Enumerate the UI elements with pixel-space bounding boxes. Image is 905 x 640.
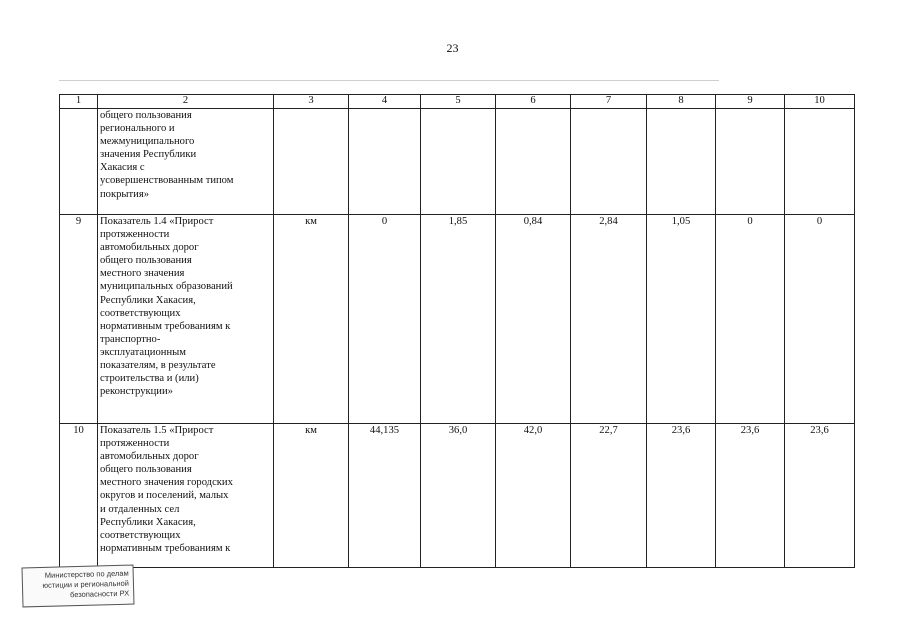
col-header-3: 3 bbox=[274, 95, 349, 109]
value-cell bbox=[496, 109, 571, 215]
indicator-name: Показатель 1.5 «Прирост протяженности автомобильных дорог общего пользования местного значения городских округов и поселений, малых и отдаленных сел Республики Хакасия, соответствующих нормативным требованиям к bbox=[98, 424, 274, 568]
value-cell: 42,0 bbox=[496, 424, 571, 568]
row-number: 10 bbox=[60, 424, 98, 568]
value-cell bbox=[785, 109, 855, 215]
value-cell: 0 bbox=[785, 215, 855, 424]
header-row bbox=[60, 95, 855, 109]
value-cell: 0 bbox=[349, 215, 421, 424]
value-cell: 0 bbox=[716, 215, 785, 424]
col-header-6: 6 bbox=[496, 95, 571, 109]
value-cell: 1,85 bbox=[421, 215, 496, 424]
col-header-2: 2 bbox=[98, 95, 274, 109]
top-rule bbox=[59, 80, 719, 81]
col-header-9: 9 bbox=[716, 95, 785, 109]
table-row bbox=[60, 109, 855, 215]
unit-cell: км bbox=[274, 215, 349, 424]
value-cell bbox=[349, 109, 421, 215]
unit-cell bbox=[274, 109, 349, 215]
value-cell: 36,0 bbox=[421, 424, 496, 568]
table-row bbox=[60, 215, 855, 424]
indicator-table bbox=[59, 94, 855, 568]
value-cell bbox=[647, 109, 716, 215]
value-cell: 2,84 bbox=[571, 215, 647, 424]
value-cell bbox=[421, 109, 496, 215]
value-cell: 44,135 bbox=[349, 424, 421, 568]
value-cell: 22,7 bbox=[571, 424, 647, 568]
row-number bbox=[60, 109, 98, 215]
col-header-8: 8 bbox=[647, 95, 716, 109]
stamp-line: безопасности РХ bbox=[69, 588, 130, 600]
value-cell: 23,6 bbox=[647, 424, 716, 568]
value-cell: 0,84 bbox=[496, 215, 571, 424]
value-cell: 1,05 bbox=[647, 215, 716, 424]
row-number: 9 bbox=[60, 215, 98, 424]
table-row bbox=[60, 424, 855, 568]
value-cell bbox=[716, 109, 785, 215]
indicator-name: общего пользования регионального и межмуниципального значения Республики Хакасия с усовершенствованным типом покрытия» bbox=[98, 109, 274, 215]
col-header-1: 1 bbox=[60, 95, 98, 109]
col-header-10: 10 bbox=[785, 95, 855, 109]
col-header-4: 4 bbox=[349, 95, 421, 109]
stamp-line: Министерство по делам bbox=[44, 568, 129, 580]
unit-cell: км bbox=[274, 424, 349, 568]
indicator-name: Показатель 1.4 «Прирост протяженности автомобильных дорог общего пользования местного значения муниципальных образований Республики Хакасия, соответствующих нормативным требованиям к транспортно- эксплуатационным показателям, в результате строительства и (или) реконструкции» bbox=[98, 215, 274, 424]
value-cell bbox=[571, 109, 647, 215]
stamp-line: юстиции и региональной bbox=[42, 578, 130, 590]
value-cell: 23,6 bbox=[716, 424, 785, 568]
page-number: 23 bbox=[446, 41, 459, 55]
registration-stamp bbox=[21, 565, 134, 608]
col-header-7: 7 bbox=[571, 95, 647, 109]
col-header-5: 5 bbox=[421, 95, 496, 109]
value-cell: 23,6 bbox=[785, 424, 855, 568]
